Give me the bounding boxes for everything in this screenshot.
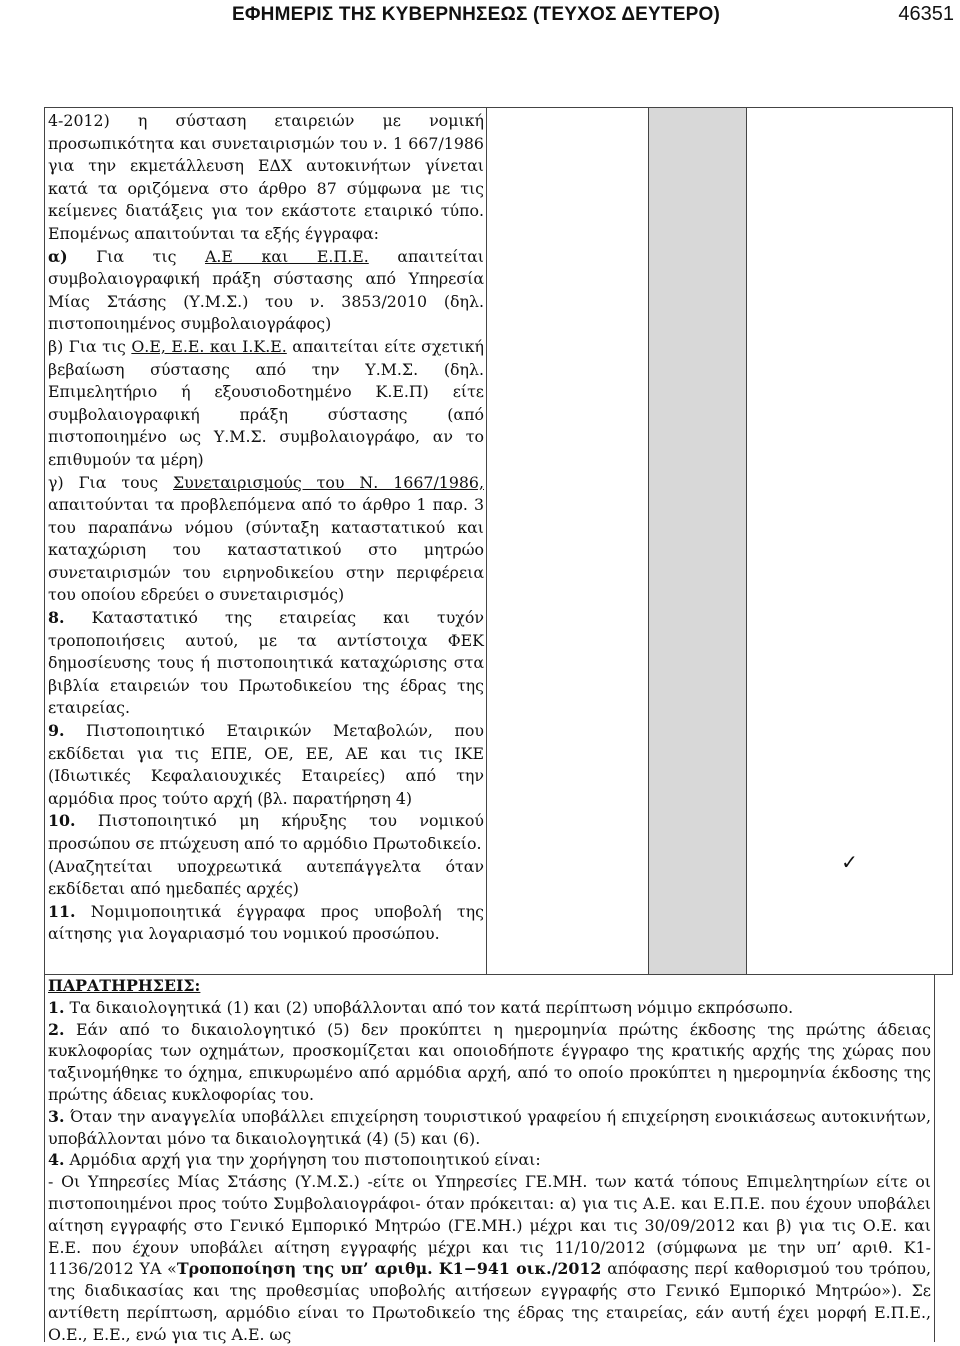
note-1: 1. Τα δικαιολογητικά (1) και (2) υποβάλλονται από τον κατά περίπτωση νόμιμο εκπρόσωπο. bbox=[48, 997, 794, 1017]
notes-section bbox=[44, 975, 935, 1342]
requirements-table bbox=[44, 107, 953, 975]
item-a: α) Για τις Α.Ε και Ε.Π.Ε. απαιτείται συμβολαιογραφική πράξη σύστασης από Υπηρεσία Μίας Στάσης (Υ.Μ.Σ.) του ν. 3853/2010 (δηλ. πιστοποιημένος συμβολαιογράφος) bbox=[48, 246, 484, 334]
notes-title: ΠΑΡΑΤΗΡΗΣΕΙΣ: bbox=[48, 976, 201, 995]
documents-cell bbox=[45, 108, 487, 975]
item-10: 10. Πιστοποιητικό μη κήρυξης του νομικού προσώπου σε πτώχευση από το αρμόδιο Πρωτοδικείο. bbox=[48, 811, 484, 853]
item-c: γ) Για τους Συνεταιρισμούς του Ν. 1667/1986, απαιτούνται τα προβλεπόμενα από το άρθρο 1 παρ. 3 του παραπάνω νόμου (σύνταξη καταστατικού και καταχώριση του καταστατικού στο μητρώο συνεταιρισμών του ειρηνοδικείου στην περιφέρεια του οποίου εδρεύει ο συνεταιρισμός) bbox=[48, 472, 484, 605]
item-10-note: (Αναζητείται υποχρεωτικά αυτεπάγγελτα όταν εκδίδεται από ημεδαπές αρχές) bbox=[48, 856, 484, 899]
item-b: β) Για τις Ο.Ε, Ε.Ε. και Ι.Κ.Ε. απαιτείται είτε σχετική βεβαίωση σύστασης από την Υ.Μ.Σ. (δηλ. Επιμελητήριο ή εξουσιοδοτημένο Κ.Ε.Π) είτε συμβολαιογραφική πράξη σύστασης (από πιστοποιημένο ως Υ.Μ.Σ. συμβολαιογράφο, αν το επιθυμούν τα μέρη) bbox=[48, 336, 484, 469]
note-2: 2. Εάν από το δικαιολογητικό (5) δεν προκύπτει η ημερομηνία πρώτης έκδοσης της πρώτης άδειας κυκλοφορίας των οχημάτων, προσκομίζεται και οποιοδήποτε έγγραφο της κρατικής αρχής της χώρας που ταξινομήθηκε το όχημα, επικυρωμένο από αρμόδια αρχή, από το οποίο προκύπτει η ημερομηνία έκδοσης της πρώτης άδειας κυκλοφορίας του. bbox=[48, 1019, 931, 1104]
shaded-column bbox=[649, 108, 747, 975]
intro-paragraph: 4-2012) η σύσταση εταιρειών με νομική προσωπικότητα και συνεταιρισμών του ν. 1 667/1986 για την εκμετάλλευση ΕΔΧ αυτοκινήτων γίνεται κατά τα οριζόμενα στο άρθρο 87 σύμφωνα με τις κείμενες διατάξεις για τον εκάστοτε εταιρικό τύπο. Επομένως απαιτούνται τα εξής έγγραφα: bbox=[48, 111, 484, 243]
table-row bbox=[45, 108, 953, 975]
gazette-title: ΕΦΗΜΕΡΙΣ ΤΗΣ ΚΥΒΕΡΝΗΣΕΩΣ (ΤΕΥΧΟΣ ΔΕΥΤΕΡΟ) bbox=[232, 4, 720, 25]
checkmark-icon: ✓ bbox=[841, 850, 858, 874]
page-header bbox=[0, 0, 960, 32]
blank-column bbox=[487, 108, 649, 975]
page-number: 46351 bbox=[898, 3, 954, 25]
item-9: 9. Πιστοποιητικό Εταιρικών Μεταβολών, που εκδίδεται για τις ΕΠΕ, ΟΕ, ΕΕ, ΑΕ και τις ΙΚΕ (Ιδιωτικές Κεφαλαιουχικές Εταιρείες) από την αρμόδια προς τούτο αρχή (βλ. παρατήρηση 4) bbox=[48, 721, 484, 808]
note-3: 3. Όταν την αναγγελία υποβάλλει επιχείρηση τουριστικού γραφείου ή επιχείρηση ενοικιάσεως αυτοκινήτων, υποβάλλονται μόνο τα δικαιολογητικά (4) (5) και (6). bbox=[48, 1106, 931, 1148]
item-8: 8. Καταστατικό της εταιρείας και τυχόν τροποποιήσεις αυτού, με τα αντίστοιχα ΦΕΚ δημοσίευσης τους ή πιστοποιητικά καταχώρισης στα βιβλία εταιρειών του Πρωτοδικείου της έδρας της εταιρείας. bbox=[48, 608, 484, 718]
note-4-body: - Οι Υπηρεσίες Μίας Στάσης (Υ.Μ.Σ.) -είτε οι Υπηρεσίες ΓΕ.ΜΗ. των κατά τόπους Επιμελητηρίων είτε οι πιστοποιημένοι προς τούτο Συμβολαιογράφοι- όταν πρόκειται: α) για τις Α.Ε. και Ε.Π.Ε. που έχουν υποβάλει αίτηση εγγραφής στο Γενικό Εμπορικό Μητρώο (ΓΕ.ΜΗ.) μέχρι και τις 30/09/2012 και β) για τις Ο.Ε. και Ε.Ε. που έχουν υποβάλει αίτηση εγγραφής μέχρι και τις 11/10/2012 (σύμφωνα με την υπ’ αριθ. Κ1- 1136/2012 ΥΑ «Τροποποίηση της υπ’ αριθμ. Κ1−941 οικ./2012 απόφασης περί καθορισμού του τρόπου, της διαδικασίας και της προθεσμίας υποβολής αιτήσεων εγγραφής στο Γενικό Εμπορικό Μητρώο»). Σε αντίθετη περίπτωση, αρμόδιο είναι το Πρωτοδικείο της έδρας της εταιρείας, εάν αυτή έχει μορφή Ε.Π.Ε., Ο.Ε., Ε.Ε., ενώ για τις Α.Ε. ως bbox=[48, 1172, 931, 1344]
note-4: 4. Αρμόδια αρχή για την χορήγηση του πιστοποιητικού είναι: bbox=[48, 1150, 541, 1170]
item-11: 11. Νομιμοποιητικά έγγραφα προς υποβολή της αίτησης για λογαριασμό του νομικού προσώπου. bbox=[48, 901, 484, 944]
check-column bbox=[747, 108, 953, 975]
